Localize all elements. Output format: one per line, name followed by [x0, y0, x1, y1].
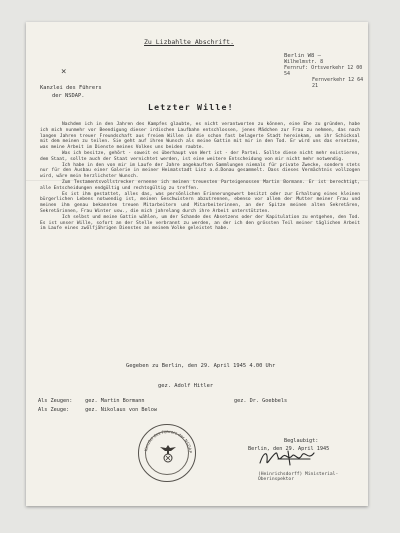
- date-line: Gegeben zu Berlin, den 29. April 1945 4.00 Uhr: [126, 363, 276, 369]
- body-paragraph: Zum Testamentsvollstrecker ernenne ich meinen treuesten Parteigenossen Martin Bormann. Er ist berechtigt, alle Entscheidungen endgültig und rechtsgültig zu treffen.: [40, 179, 360, 191]
- body-paragraph: Nachdem ich in den Jahren des Kampfes glaubte, es nicht verantworten zu können, eine Ehe zu gründen, habe ich mich nunmehr vor Beendigung dieser irdischen Laufbahn entschlossen, jenes Mädchen zur Frau zu nehmen, das nach langen Jahren treuer Freundschaft aus freiem Willen in die schon fast belagerte Stadt hereinkam, um ihr Schicksal mit dem meinen zu teilen. Sie geht auf ihren Wunsch als meine Gattin mit mir in den Tod. Er wird uns das ersetzen, was meine Arbeit im Dienste meines Volkes uns beiden raubte.: [40, 122, 360, 151]
- main-signature-line: gez. Adolf Hitler: [158, 383, 214, 389]
- address-line: Fernruf: Ortsverkehr 12 00 54: [284, 65, 363, 77]
- witness-name: gez. Martin Bormann: [85, 398, 145, 404]
- body-paragraph: Was ich besitze, gehört - soweit es überhaupt von Wert ist - der Partei. Sollte diese nicht mehr existieren, dem Staat, sollte auch der Staat vernichtet werden, ist eine weitere Entscheidung von mir nicht mehr notwendig.: [40, 150, 360, 162]
- handwritten-mark: ×: [61, 67, 67, 77]
- cert-line: Beglaubigt:: [284, 438, 319, 444]
- document-title: Letzter Wille!: [148, 102, 234, 112]
- office-heading: [40, 84, 102, 100]
- witness-label: Als Zeugen:: [38, 398, 73, 404]
- witness-block: [38, 397, 368, 415]
- office-line: Kanzlei des Führers: [40, 85, 102, 91]
- address-line: Fernverkehr 12 64 21: [312, 77, 364, 89]
- handwritten-signature: [258, 447, 320, 469]
- witness-name: gez. Dr. Goebbels: [234, 398, 288, 404]
- letterhead-address: [284, 53, 368, 89]
- cert-line: Berlin, den 29. April 1945: [248, 445, 330, 452]
- official-seal: [138, 424, 196, 482]
- svg-text:Kanzlei des Führers der NSDAP: Kanzlei des Führers der NSDAP: [143, 428, 193, 454]
- body-paragraph: Ich habe in den von mir im Laufe der Jahre angekauften Sammlungen niemals für private Zwecke, sondern stets nur für den Ausbau einer Galerie in meiner Heimatstadt Linz a.d.Donau gesammelt. Dass dieses Vermächtnis vollzogen wird, wäre mein herzlichster Wunsch.: [40, 162, 360, 180]
- witness-label: Als Zeuge:: [38, 407, 70, 413]
- certifier-name: (Heinrichsdorff) Ministerial-Oberinspektor: [258, 472, 339, 482]
- eagle-emblem-icon: [159, 442, 177, 469]
- copy-note: Zu Lizbahlte Abschrift.: [144, 38, 235, 46]
- address-line: Wilhelmstr. 8: [284, 59, 324, 65]
- witness-name: gez. Nikolaus von Below: [85, 407, 157, 413]
- address-line: Berlin W8 —: [284, 53, 322, 59]
- body-paragraph: Es ist ihm gestattet, alles das, was persönlichen Erinnerungswert besitzt oder zur Erhaltung eines kleinen bürgerlichen Lebens notwendig ist, meinen Geschwistern abzutrennen, ebenso vor allem der Mutter meiner Frau und meinen ihm genau bekannten treuen Mitarbeitern und Mitarbeiterinnen, an der Spitze meinen alten Sekretären, Sekretärinnen, Frau Winter usw., die mich jahrelang durch ihre Arbeit unterstützten.: [40, 191, 360, 214]
- witness-row: [38, 406, 368, 415]
- office-line: der NSDAP.: [52, 93, 85, 99]
- witness-row: [38, 397, 368, 406]
- document-sheet: [26, 22, 368, 506]
- document-body: [40, 122, 360, 232]
- body-paragraph: Ich selbst und meine Gattin wählen, um der Schande des Absetzens oder der Kapitulation zu entgehen, den Tod. Es ist unser Wille, sofort an der Stelle verbrannt zu werden, an der ich den grössten Teil meiner täglichen Arbeit im Laufe eines zwölfjährigen Dienstes an meinem Volke geleistet habe.: [40, 214, 360, 232]
